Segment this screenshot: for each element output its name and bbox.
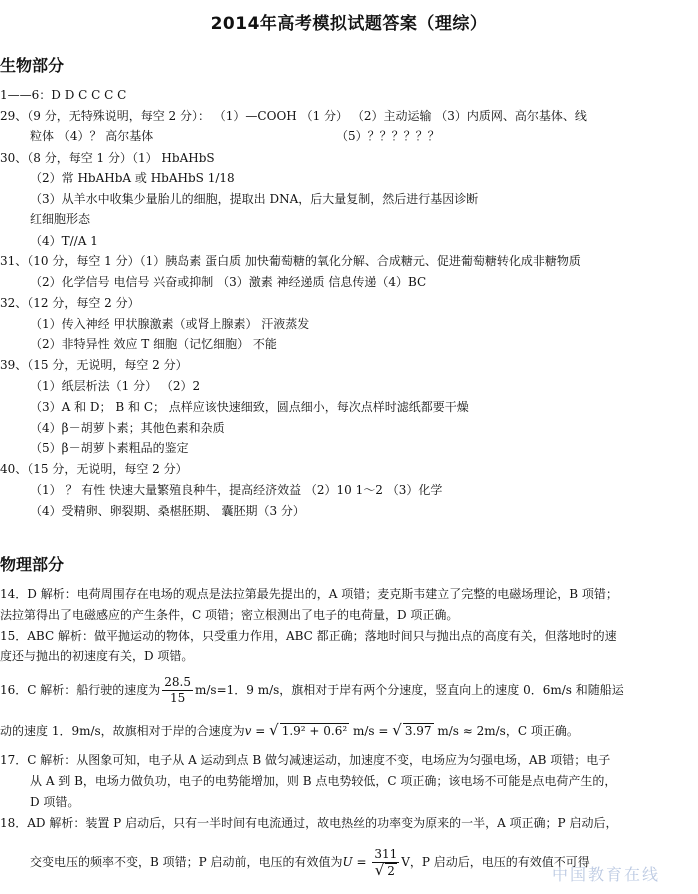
bio-line: （5）β－胡萝卜素粗品的鉴定	[30, 441, 189, 455]
bio-line: （2）常 HbAHbA 或 HbAHbS 1/18	[30, 171, 235, 185]
text-span: =	[251, 724, 270, 738]
radical-sign: √	[392, 721, 402, 739]
phy-line: 17．C 解析：从图象可知，电子从 A 运动到点 B 做匀减速运动，加速度不变，电场应为匀强电场，AB 项错；电子	[0, 753, 611, 767]
phy-line: 法拉第得出了电磁感应的产生条件，C 项错；密立根测出了电子的电荷量，D 项正确。	[0, 608, 459, 622]
bio-line: 1——6：D D C C C C	[0, 88, 127, 102]
biology-heading: 生物部分	[0, 56, 65, 75]
bio-line: （1）纸层析法（1 分） （2）2	[30, 379, 201, 393]
text-span: m/s=1．9 m/s，旗相对于岸有两个分速度，竖直向上的速度 0．6m/s 和随船运	[195, 683, 624, 697]
radical-sign: √	[269, 721, 279, 739]
fraction-numerator: 311	[374, 846, 398, 861]
text-span: m/s =	[349, 724, 393, 738]
bio-line: 30、（8 分，每空 1 分）（1） HbAHbS	[0, 151, 215, 165]
fraction-denominator	[372, 860, 399, 879]
velocity-symbol: v	[244, 724, 252, 738]
bio-line: （4）T//A 1	[30, 234, 98, 248]
radical-sign: √	[374, 860, 385, 879]
bio-line: 40、（15 分，无说明，每空 2 分）	[0, 462, 188, 476]
phy-line-18b	[30, 842, 590, 882]
watermark: 中国教育在线	[552, 865, 661, 884]
bio-line: （2）化学信号 电信号 兴奋或抑制 （3）激素 神经递质 信息传递（4）BC	[30, 275, 427, 289]
bio-line: （1） ？ 有性 快速大量繁殖良种牛，提高经济效益 （2）10 1～2 （3）化学	[30, 483, 443, 497]
phy-line: 15．ABC 解析：做平抛运动的物体，只受重力作用，ABC 都正确；落地时间只与抛出点的高度有关，但落地时的速	[0, 629, 617, 643]
bio-line: 31、（10 分，每空 1 分）（1）胰岛素 蛋白质 加快葡萄糖的氧化分解、合成糖元、促进葡萄糖转化成非糖物质	[0, 254, 581, 268]
bio-line: （4）β－胡萝卜素；其他色素和杂质	[30, 421, 225, 435]
phy-line: 18．AD 解析：装置 P 启动后，只有一半时间有电流通过，故电热丝的功率变为原来的一半，A 项正确；P 启动后，	[0, 816, 618, 830]
text-span: m/s ≈ 2m/s，C 项正确。	[433, 724, 579, 738]
phy-line: 度还与抛出的初速度有关，D 项错。	[0, 649, 194, 663]
bio-line: 29、（9 分，无特殊说明，每空 2 分）： （1）—COOH （1 分） （2）主动运输 （3）内质网、高尔基体、线	[0, 109, 587, 123]
bio-line: （3）从羊水中收集少量胎儿的细胞，提取出 DNA，后大量复制，然后进行基因诊断	[30, 192, 479, 206]
bio-line: （4）受精卵、卵裂期、桑椹胚期、 囊胚期（3 分）	[30, 504, 305, 518]
bio-line: 粒体 （4）？ 高尔基体	[30, 129, 154, 143]
text-span: =	[352, 855, 371, 869]
bio-line: 39、（15 分，无说明，每空 2 分）	[0, 358, 188, 372]
radicand: 1.9² + 0.6²	[281, 724, 348, 738]
text-span: 16．C 解析：船行驶的速度为	[0, 683, 161, 697]
text-span: 交变电压的频率不变，B 项错；P 启动前，电压的有效值为	[30, 855, 343, 869]
bio-line: 红细胞形态	[30, 212, 91, 226]
phy-line-16b	[0, 718, 579, 743]
bio-line: （1）传入神经 甲状腺激素（或肾上腺素） 汗液蒸发	[30, 317, 310, 331]
bio-line: （2）非特异性 效应 T 细胞（记忆细胞） 不能	[30, 337, 277, 351]
bio-line: （5）？？？？？？	[336, 129, 440, 143]
text-span: V，P 启动后，电压的有效值不可得	[401, 855, 590, 869]
fraction-denominator: 15	[170, 691, 186, 705]
bio-line: （3）A 和 D； B 和 C； 点样应该快速细致，圆点细小，每次点样时滤纸都要干燥	[30, 400, 469, 414]
phy-line: 从 A 到 B，电场力做负功，电子的电势能增加，则 B 点电势较低，C 项正确；该电场不可能是点电荷产生的，	[30, 774, 617, 788]
page-title: 2014年高考模拟试题答案（理综）	[210, 14, 488, 34]
phy-line: D 项错。	[30, 795, 80, 809]
voltage-symbol: U	[342, 855, 353, 869]
radicand: 3.97	[404, 724, 432, 738]
phy-line: 14．D 解析：电荷周围存在电场的观点是法拉第最先提出的，A 项错；麦克斯韦建立了完整的电磁场理论，B 项错；	[0, 587, 618, 601]
physics-heading: 物理部分	[0, 555, 65, 574]
radicand: 2	[387, 863, 395, 878]
fraction-numerator: 28.5	[164, 675, 191, 689]
phy-line-16a	[0, 670, 624, 710]
text-span: 动的速度 1．9m/s，故旗相对于岸的合速度为	[0, 724, 245, 738]
fraction	[162, 675, 193, 706]
fraction	[372, 847, 399, 879]
bio-line: 32、（12 分，每空 2 分）	[0, 296, 140, 310]
